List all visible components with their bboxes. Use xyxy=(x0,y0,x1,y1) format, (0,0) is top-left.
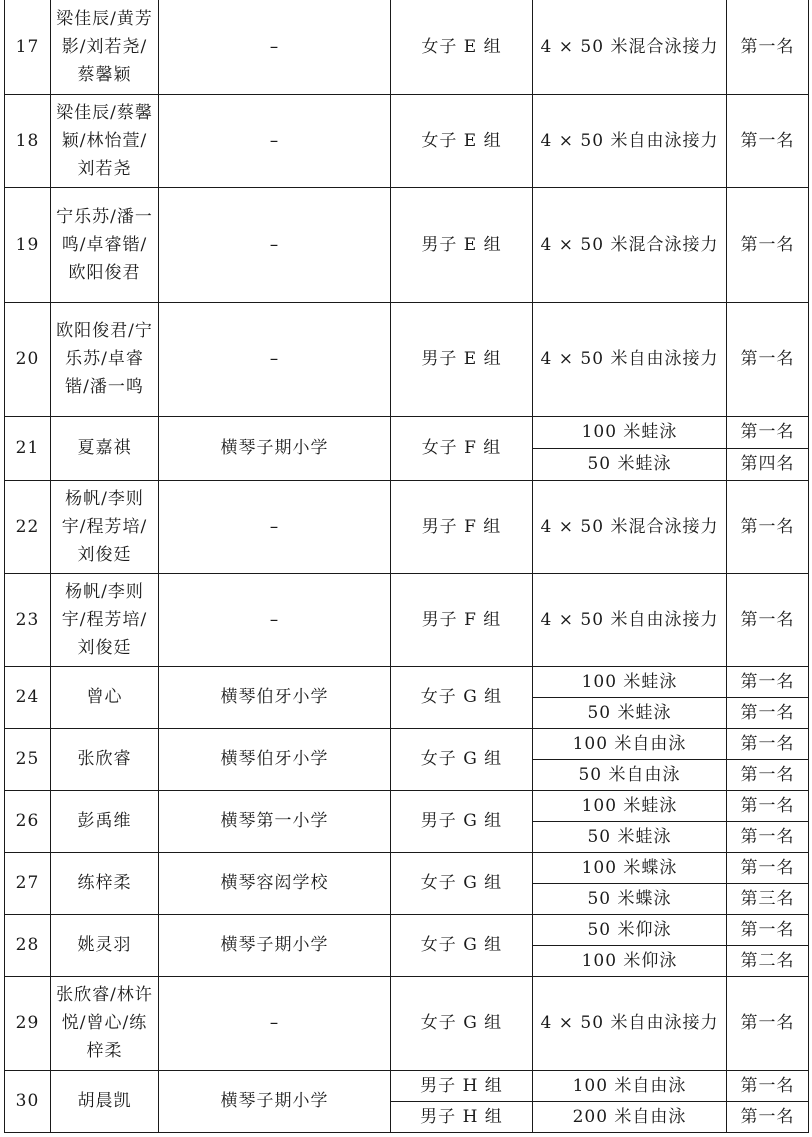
athlete-names: 张欣睿/林许悦/曾心/练梓柔 xyxy=(51,976,159,1070)
table-row xyxy=(5,852,809,883)
rank: 第二名 xyxy=(727,945,809,976)
table-row xyxy=(5,94,809,187)
athlete-names: 梁佳辰/黄芳影/刘若尧/蔡馨颖 xyxy=(51,0,159,94)
school: – xyxy=(159,187,391,302)
event: 100 米自由泳 xyxy=(533,728,727,759)
rank: 第一名 xyxy=(727,187,809,302)
school: 横琴伯牙小学 xyxy=(159,728,391,790)
rank: 第一名 xyxy=(727,573,809,666)
event: 100 米蛙泳 xyxy=(533,416,727,448)
table-row xyxy=(5,187,809,302)
group: 男子 H 组 xyxy=(391,1070,533,1101)
athlete-names: 欧阳俊君/宁乐苏/卓睿锴/潘一鸣 xyxy=(51,302,159,416)
group: 男子 E 组 xyxy=(391,302,533,416)
table-row xyxy=(5,1070,809,1101)
row-number: 21 xyxy=(5,416,51,480)
athlete-names: 胡晨凯 xyxy=(51,1070,159,1132)
athlete-names: 练梓柔 xyxy=(51,852,159,914)
row-number: 28 xyxy=(5,914,51,976)
school: – xyxy=(159,480,391,573)
row-number: 25 xyxy=(5,728,51,790)
athlete-names: 曾心 xyxy=(51,666,159,728)
athlete-names: 夏嘉祺 xyxy=(51,416,159,480)
table-row xyxy=(5,728,809,759)
row-number: 29 xyxy=(5,976,51,1070)
rank: 第一名 xyxy=(727,914,809,945)
event: 50 米蛙泳 xyxy=(533,697,727,728)
event: 4 × 50 米混合泳接力 xyxy=(533,0,727,94)
event: 100 米自由泳 xyxy=(533,1070,727,1101)
group: 女子 G 组 xyxy=(391,976,533,1070)
group: 女子 F 组 xyxy=(391,416,533,480)
group: 女子 G 组 xyxy=(391,852,533,914)
event: 4 × 50 米自由泳接力 xyxy=(533,302,727,416)
school: – xyxy=(159,94,391,187)
rank: 第一名 xyxy=(727,697,809,728)
school: 横琴子期小学 xyxy=(159,416,391,480)
table-row xyxy=(5,666,809,697)
event: 100 米蝶泳 xyxy=(533,852,727,883)
rank: 第一名 xyxy=(727,790,809,821)
event: 4 × 50 米自由泳接力 xyxy=(533,976,727,1070)
table-row xyxy=(5,0,809,94)
school: – xyxy=(159,976,391,1070)
event: 50 米蛙泳 xyxy=(533,448,727,480)
athlete-names: 杨帆/李则宇/程芳培/刘俊廷 xyxy=(51,573,159,666)
school: 横琴子期小学 xyxy=(159,914,391,976)
row-number: 19 xyxy=(5,187,51,302)
rank: 第三名 xyxy=(727,883,809,914)
athlete-names: 张欣睿 xyxy=(51,728,159,790)
table-row xyxy=(5,914,809,945)
school: 横琴子期小学 xyxy=(159,1070,391,1132)
row-number: 18 xyxy=(5,94,51,187)
group: 女子 G 组 xyxy=(391,666,533,728)
group: 女子 G 组 xyxy=(391,914,533,976)
rank: 第一名 xyxy=(727,0,809,94)
school: – xyxy=(159,302,391,416)
rank: 第一名 xyxy=(727,1070,809,1101)
athlete-names: 彭禹维 xyxy=(51,790,159,852)
school: 横琴容闳学校 xyxy=(159,852,391,914)
rank: 第一名 xyxy=(727,728,809,759)
row-number: 24 xyxy=(5,666,51,728)
group: 女子 G 组 xyxy=(391,728,533,790)
athlete-names: 杨帆/李则宇/程芳培/刘俊廷 xyxy=(51,480,159,573)
rank: 第一名 xyxy=(727,302,809,416)
event: 4 × 50 米自由泳接力 xyxy=(533,94,727,187)
rank: 第四名 xyxy=(727,448,809,480)
row-number: 22 xyxy=(5,480,51,573)
event: 100 米蛙泳 xyxy=(533,666,727,697)
event: 50 米蛙泳 xyxy=(533,821,727,852)
event: 4 × 50 米混合泳接力 xyxy=(533,480,727,573)
group: 男子 E 组 xyxy=(391,187,533,302)
table-row xyxy=(5,302,809,416)
group: 女子 E 组 xyxy=(391,0,533,94)
rank: 第一名 xyxy=(727,759,809,790)
rank: 第一名 xyxy=(727,821,809,852)
event: 50 米蝶泳 xyxy=(533,883,727,914)
row-number: 17 xyxy=(5,0,51,94)
event: 100 米蛙泳 xyxy=(533,790,727,821)
event: 4 × 50 米混合泳接力 xyxy=(533,187,727,302)
row-number: 26 xyxy=(5,790,51,852)
table-row xyxy=(5,790,809,821)
row-number: 30 xyxy=(5,1070,51,1132)
rank: 第一名 xyxy=(727,852,809,883)
school: 横琴第一小学 xyxy=(159,790,391,852)
table-row xyxy=(5,480,809,573)
group: 男子 F 组 xyxy=(391,480,533,573)
row-number: 20 xyxy=(5,302,51,416)
results-table xyxy=(4,0,809,1133)
table-row xyxy=(5,573,809,666)
rank: 第一名 xyxy=(727,666,809,697)
rank: 第一名 xyxy=(727,976,809,1070)
event: 100 米仰泳 xyxy=(533,945,727,976)
rank: 第一名 xyxy=(727,94,809,187)
group: 女子 E 组 xyxy=(391,94,533,187)
event: 4 × 50 米自由泳接力 xyxy=(533,573,727,666)
row-number: 27 xyxy=(5,852,51,914)
event: 50 米仰泳 xyxy=(533,914,727,945)
event: 50 米自由泳 xyxy=(533,759,727,790)
rank: 第一名 xyxy=(727,1101,809,1132)
athlete-names: 梁佳辰/蔡馨颖/林怡萱/刘若尧 xyxy=(51,94,159,187)
group: 男子 H 组 xyxy=(391,1101,533,1132)
row-number: 23 xyxy=(5,573,51,666)
athlete-names: 宁乐苏/潘一鸣/卓睿锴/欧阳俊君 xyxy=(51,187,159,302)
school: – xyxy=(159,0,391,94)
athlete-names: 姚灵羽 xyxy=(51,914,159,976)
group: 男子 G 组 xyxy=(391,790,533,852)
school: 横琴伯牙小学 xyxy=(159,666,391,728)
rank: 第一名 xyxy=(727,416,809,448)
rank: 第一名 xyxy=(727,480,809,573)
table-row xyxy=(5,976,809,1070)
school: – xyxy=(159,573,391,666)
table-row xyxy=(5,416,809,448)
group: 男子 F 组 xyxy=(391,573,533,666)
event: 200 米自由泳 xyxy=(533,1101,727,1132)
